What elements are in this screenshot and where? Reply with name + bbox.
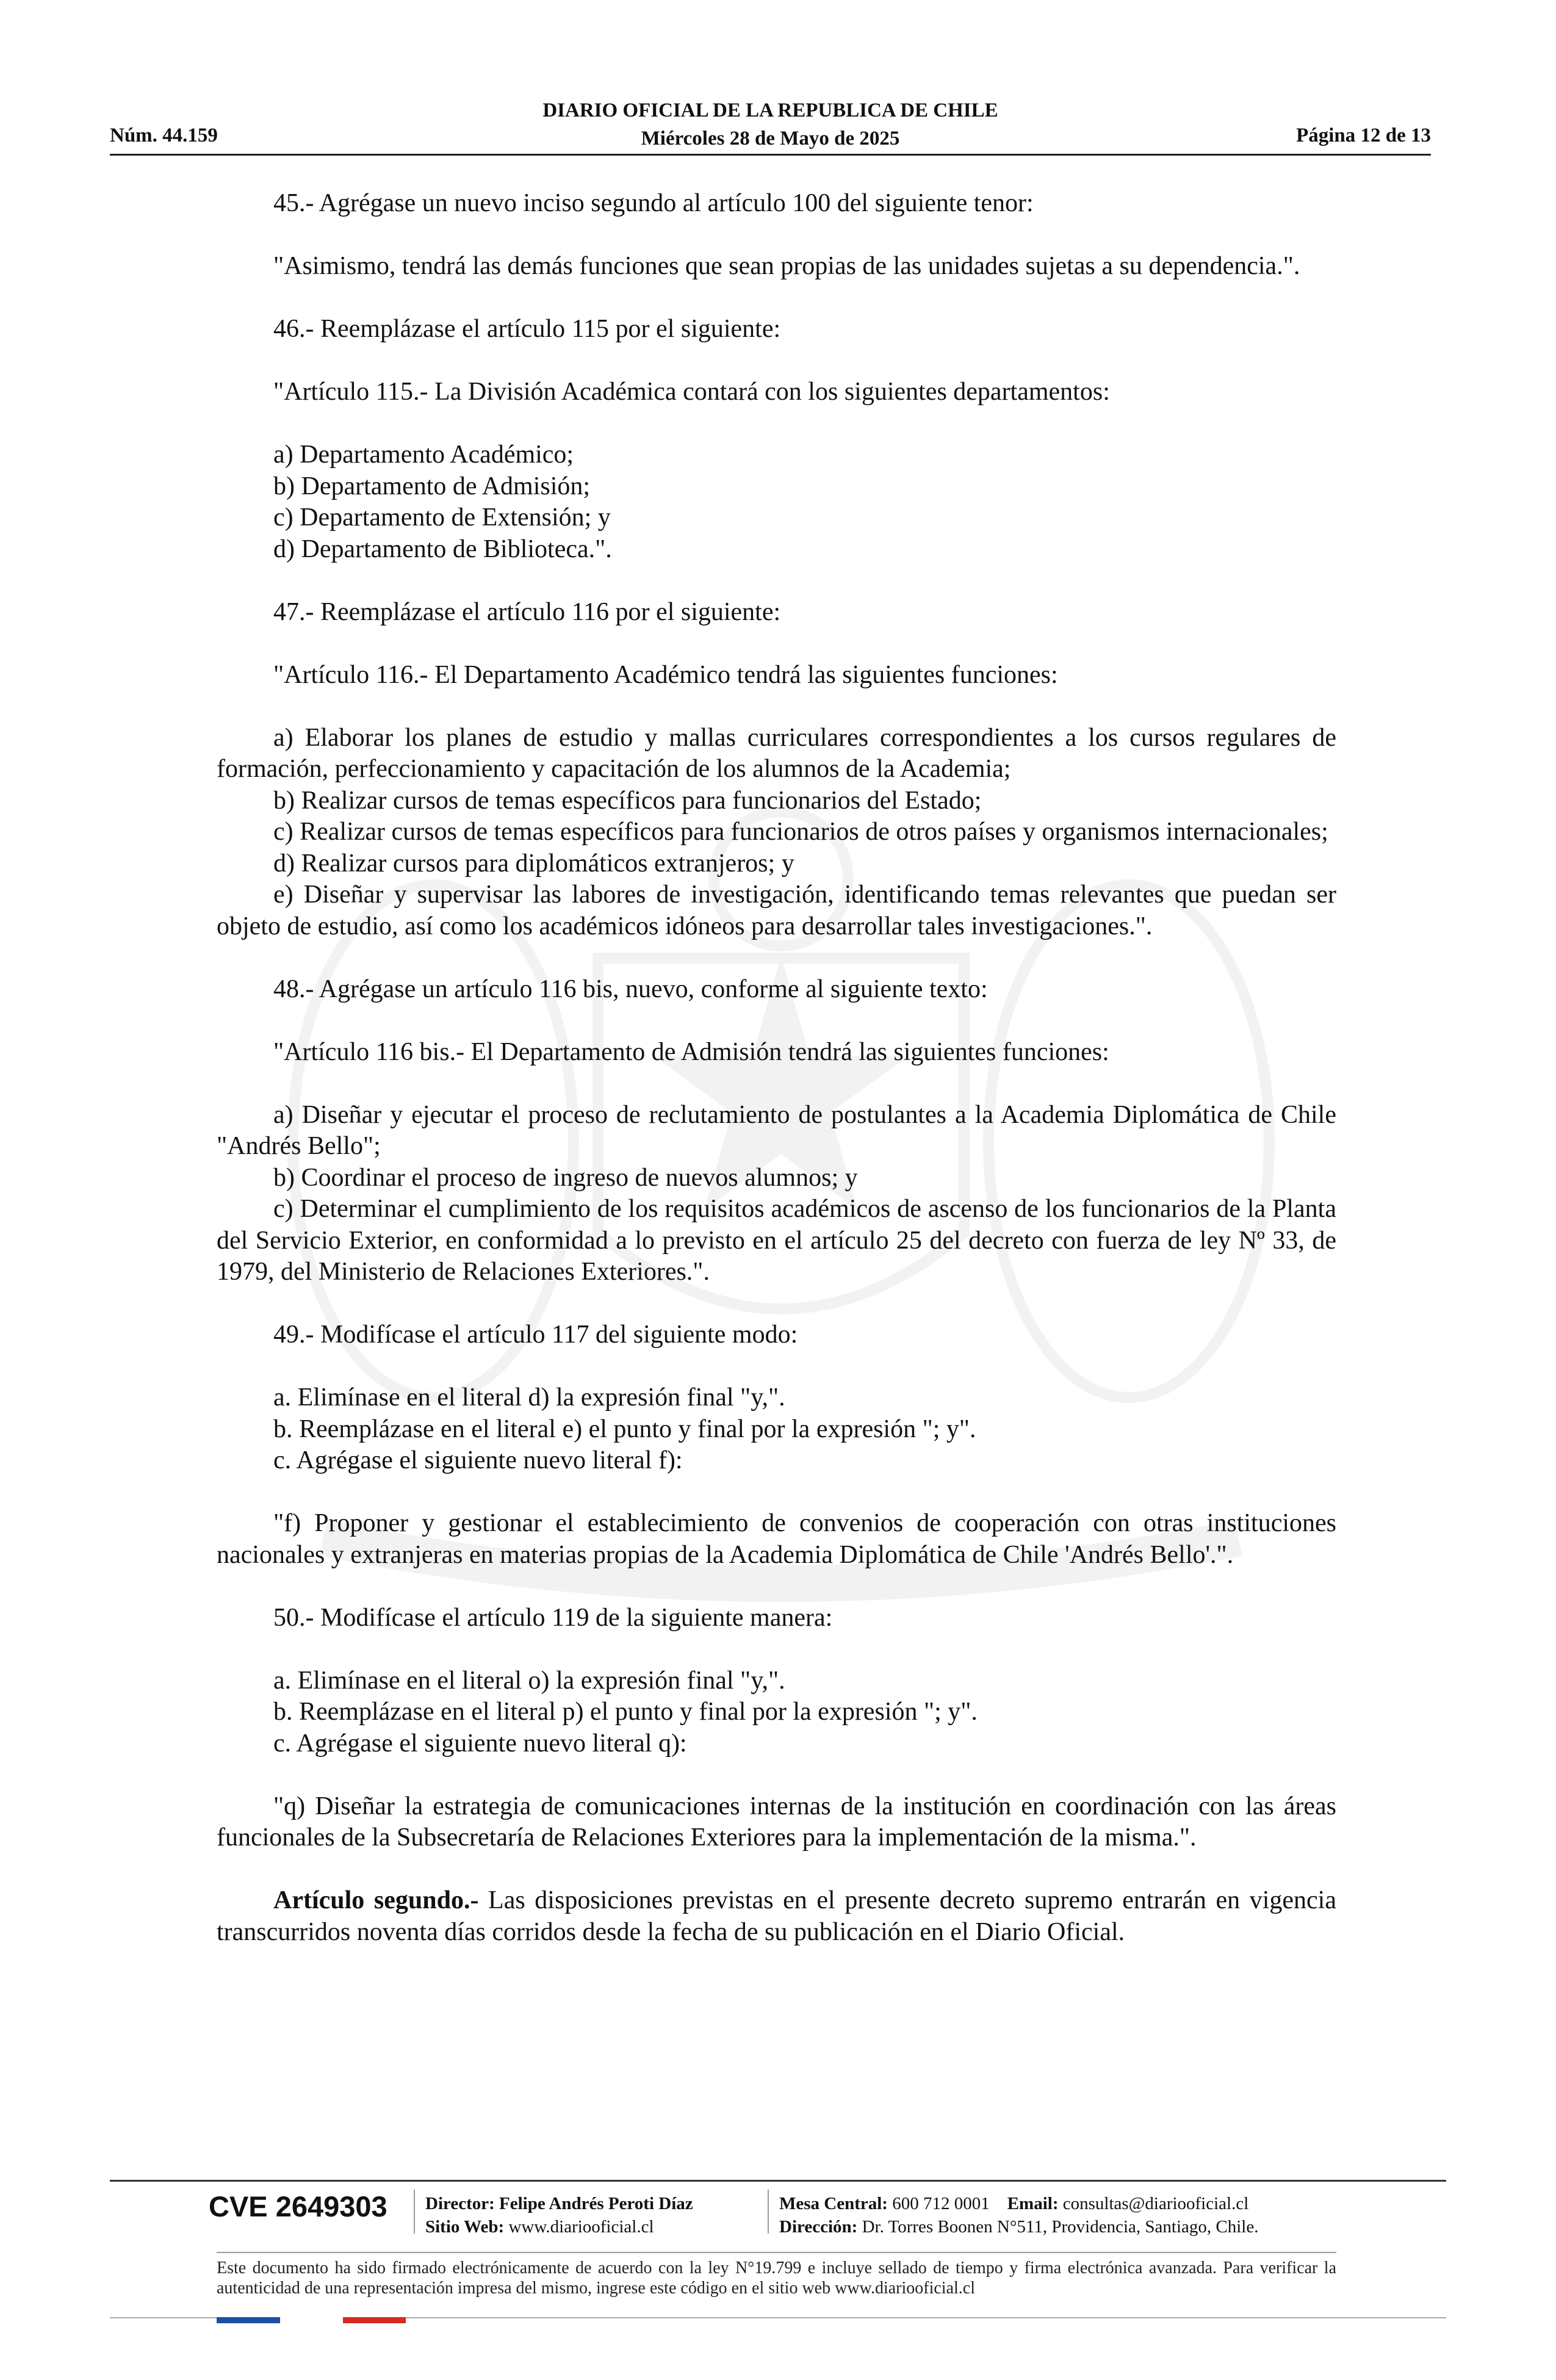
header-divider [110, 154, 1431, 156]
list-item: a. Elimínase en el literal o) la expresión final "y,". [273, 1666, 785, 1695]
paragraph-47-quote: "Artículo 116.- El Departamento Académico tendrá las siguientes funciones: [273, 660, 1058, 689]
list-item: b. Reemplázase en el literal p) el punto y final por la expresión "; y". [273, 1698, 978, 1726]
paragraph-50-quote: "q) Diseñar la estrategia de comunicaciones internas de la institución en coordinación con las áreas funcionales de la Subsecretaría de Relaciones Exteriores para la implementación de la misma.". [217, 1792, 1336, 1852]
address-label: Dirección: [779, 2217, 858, 2237]
publication-date: Miércoles 28 de Mayo de 2025 [641, 128, 900, 150]
article-text: Las disposiciones previstas en el presente decreto supremo entrarán en vigencia transcurridos noventa días corridos desde la fecha de su publicación en el Diario Oficial. [217, 1886, 1336, 1946]
legal-notice: Este documento ha sido firmado electrónicamente de acuerdo con la ley N°19.799 e incluye sellado de tiempo y firma electrónica avanzada. Para verificar la autenticidad de una representación impresa del mismo, ingrese este código en el sitio web www.diariooficial.cl [217, 2259, 1336, 2298]
list-item: d) Realizar cursos para diplomáticos extranjeros; y [273, 849, 794, 878]
list-item: a. Elimínase en el literal d) la expresión final "y,". [273, 1383, 785, 1412]
list-item: c) Realizar cursos de temas específicos para funcionarios de otros países y organismos internacionales; [273, 818, 1328, 846]
footer-contact-block [779, 2192, 1258, 2238]
paragraph-49: 49.- Modifícase el artículo 117 del siguiente modo: [273, 1321, 798, 1349]
flag-stripe-red [343, 2317, 406, 2323]
paragraph-46: 46.- Reemplázase el artículo 115 por el siguiente: [273, 315, 781, 343]
list-item: a) Diseñar y ejecutar el proceso de reclutamiento de postulantes a la Academia Diplomática de Chile "Andrés Bello"; [217, 1100, 1336, 1160]
list-item: a) Departamento Académico; [273, 441, 574, 469]
list-item: b. Reemplázase en el literal e) el punto y final por la expresión "; y". [273, 1415, 976, 1443]
article-segundo [217, 1885, 1336, 1948]
address-text: Dr. Torres Boonen N°511, Providencia, Santiago, Chile. [862, 2217, 1259, 2237]
paragraph-45-quote: "Asimismo, tendrá las demás funciones que sean propias de las unidades sujetas a su dependencia.". [273, 252, 1300, 280]
footer-separator [414, 2190, 415, 2234]
article-title: Artículo segundo.- [273, 1886, 479, 1914]
website-label: Sitio Web: [425, 2217, 505, 2237]
website-link[interactable]: www.diariooficial.cl [508, 2217, 654, 2237]
chile-flag-stripe [217, 2317, 406, 2323]
list-item: c. Agrégase el siguiente nuevo literal q): [273, 1729, 687, 1758]
phone-number: 600 712 0001 [892, 2194, 990, 2213]
list-item: c) Departamento de Extensión; y [273, 503, 611, 532]
footer-divider [110, 2180, 1446, 2182]
issue-number: Núm. 44.159 [110, 124, 218, 146]
footer-separator [768, 2190, 769, 2234]
paragraph-48-quote: "Artículo 116 bis.- El Departamento de Admisión tendrá las siguientes funciones: [273, 1037, 1109, 1066]
list-item: c) Determinar el cumplimiento de los requisitos académicos de ascenso de los funcionarios de la Planta del Servicio Exterior, en conformidad a lo previsto en el artículo 25 del decreto con fuerza de ley Nº 33, de 1979, del Ministerio de Relaciones Exteriores.". [217, 1195, 1336, 1286]
paragraph-45: 45.- Agrégase un nuevo inciso segundo al artículo 100 del siguiente tenor: [273, 189, 1034, 217]
list-item: b) Realizar cursos de temas específicos para funcionarios del Estado; [273, 786, 982, 815]
paragraph-48: 48.- Agrégase un artículo 116 bis, nuevo, conforme al siguiente texto: [273, 975, 988, 1003]
list-item: b) Departamento de Admisión; [273, 472, 591, 500]
paragraph-46-quote: "Artículo 115.- La División Académica contará con los siguientes departamentos: [273, 378, 1110, 406]
footer-director-block [425, 2192, 693, 2238]
list-item: d) Departamento de Biblioteca.". [273, 535, 612, 563]
paragraph-47: 47.- Reemplázase el artículo 116 por el siguiente: [273, 597, 781, 626]
page-header [110, 90, 1431, 157]
list-item: e) Diseñar y supervisar las labores de investigación, identificando temas relevantes que puedan ser objeto de estudio, así como los académicos idóneos para desarrollar tales investigaciones.". [217, 881, 1336, 940]
publication-title: DIARIO OFICIAL DE LA REPUBLICA DE CHILE [542, 99, 998, 121]
cve-code: CVE 2649303 [209, 2190, 387, 2223]
document-body [217, 188, 1336, 1948]
header-center [110, 96, 1431, 153]
list-item: a) Elaborar los planes de estudio y mallas curriculares correspondientes a los cursos regulares de formación, perfeccionamiento y capacitación de los alumnos de la Academia; [217, 723, 1336, 783]
email-label: Email: [1007, 2194, 1059, 2213]
page-number: Página 12 de 13 [1296, 124, 1431, 146]
director-name: Felipe Andrés Peroti Díaz [499, 2194, 693, 2213]
footer-inner-divider [217, 2252, 1336, 2253]
flag-stripe-blue [217, 2317, 280, 2323]
paragraph-49-quote: "f) Proponer y gestionar el establecimiento de convenios de cooperación con otras instituciones nacionales y extranjeras en materias propias de la Academia Diplomática de Chile 'Andrés Bello'.". [217, 1509, 1336, 1569]
flag-stripe-white [280, 2317, 343, 2323]
director-label: Director: [425, 2194, 495, 2213]
email-link[interactable]: consultas@diariooficial.cl [1062, 2194, 1249, 2213]
list-item: c. Agrégase el siguiente nuevo literal f): [273, 1446, 683, 1474]
phone-label: Mesa Central: [779, 2194, 888, 2213]
list-item: b) Coordinar el proceso de ingreso de nuevos alumnos; y [273, 1163, 858, 1192]
paragraph-50: 50.- Modifícase el artículo 119 de la siguiente manera: [273, 1603, 833, 1632]
